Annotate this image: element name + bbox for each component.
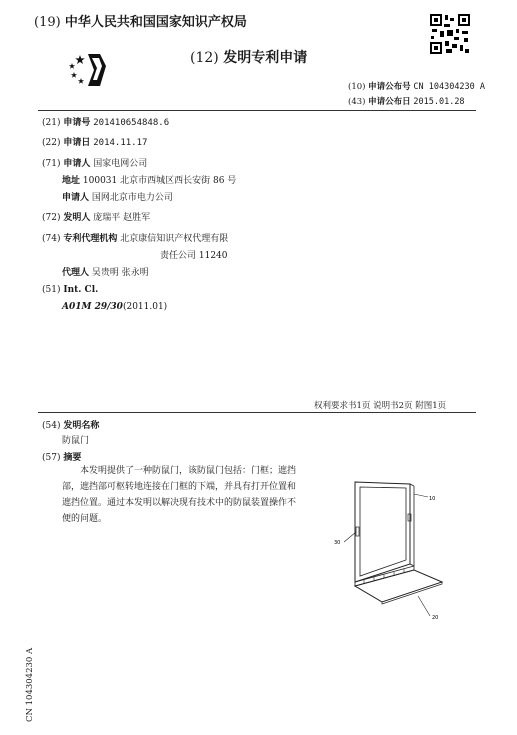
applicant2-value: 国网北京市电力公司: [91, 193, 173, 203]
inventor-row: [42, 210, 150, 223]
pub-no-label: 申请公布号: [368, 82, 411, 92]
inventor-value: 庞瑞平 赵胜军: [93, 213, 151, 223]
applicant2-row: [62, 190, 173, 203]
abstract-divider: [38, 412, 476, 413]
applicant2-label: 申请人: [62, 193, 90, 203]
agency-label: 专利代理机构: [63, 234, 118, 244]
app-no-code: (21): [42, 118, 61, 128]
latch-left: [356, 527, 359, 536]
intcl-class-row: [62, 302, 167, 312]
cnipa-emblem-icon: [66, 50, 112, 90]
agency-code: (74): [42, 234, 61, 244]
applicant-label: 申请人: [63, 159, 91, 169]
label-20: 20: [432, 615, 439, 621]
address-value: 100031 北京市西城区西长安街 86 号: [82, 176, 237, 186]
office-code: (19): [34, 15, 61, 30]
app-no-value: 201410654848.6: [93, 118, 170, 128]
app-no-label: 申请号: [63, 118, 91, 128]
agent-label: 代理人: [62, 268, 90, 278]
abstract-code: (57): [42, 453, 61, 463]
pub-date-value: 2015.01.28: [413, 97, 465, 107]
intcl-row: [42, 285, 98, 295]
applicant-value: 国家电网公司: [93, 159, 148, 169]
app-date-code: (22): [42, 138, 61, 148]
abstract-label: 摘要: [63, 453, 82, 463]
address-label: 地址: [62, 176, 81, 186]
agent-row: [62, 265, 149, 278]
app-date-value: 2014.11.17: [93, 138, 148, 148]
agency-value-line1: 北京康信知识产权代理有限: [120, 234, 229, 244]
pub-no-code: (10): [348, 82, 366, 92]
inventor-label: 发明人: [63, 213, 91, 223]
abstract-text: 本发明提供了一种防鼠门，该防鼠门包括：门框；遮挡部，遮挡部可枢转地连接在门框的下端，并具有打开位置和遮挡位置。通过本发明以解决现有技术中的防鼠装置操作不便的问题。: [62, 466, 297, 524]
office-name: 中华人民共和国国家知识产权局: [64, 15, 247, 30]
doc-type: 发明专利申请: [223, 50, 308, 66]
door-frame-inner: [360, 487, 406, 576]
applicant-code: (71): [42, 159, 61, 169]
abstract-figure: [330, 472, 460, 622]
applicant-row: [42, 156, 147, 169]
intcl-code: (51): [42, 285, 61, 295]
pub-date-code: (43): [348, 97, 366, 107]
app-number-row: [42, 115, 169, 128]
label-30: 30: [334, 540, 341, 546]
agency-value-line2: 责任公司 11240: [160, 251, 228, 261]
pub-no-value: CN 104304230 A: [413, 82, 486, 92]
side-pub-number: CN 104304230 A: [25, 647, 35, 722]
header-divider: [38, 110, 476, 111]
title-code: (54): [42, 421, 61, 431]
intcl-class: A01M 29/30: [62, 302, 123, 312]
app-date-label: 申请日: [63, 138, 91, 148]
door-frame-outer: [355, 482, 410, 582]
invention-title: 防鼠门: [62, 436, 90, 446]
inventor-code: (72): [42, 213, 61, 223]
blocking-plate: [355, 570, 442, 602]
pub-date-line: [348, 95, 465, 107]
pub-number-line: [348, 80, 485, 92]
qr-code-icon: [430, 14, 470, 54]
address-row: [62, 173, 236, 186]
agency-row: [42, 231, 228, 244]
doc-code: (12): [190, 50, 219, 66]
app-date-row: [42, 135, 147, 148]
page-counts: 权利要求书1页 说明书2页 附图1页: [314, 401, 447, 411]
pub-date-label: 申请公布日: [368, 97, 411, 107]
intcl-label: Int. Cl.: [63, 285, 99, 295]
title-label: 发明名称: [63, 421, 100, 431]
intcl-date: (2011.01): [122, 302, 168, 312]
label-10: 10: [429, 496, 436, 502]
title-row: [42, 418, 99, 431]
abstract-heading-row: [42, 450, 81, 463]
agent-value: 吴贵明 张永明: [91, 268, 149, 278]
doc-type-line: [190, 47, 307, 67]
office-line: [34, 11, 247, 30]
